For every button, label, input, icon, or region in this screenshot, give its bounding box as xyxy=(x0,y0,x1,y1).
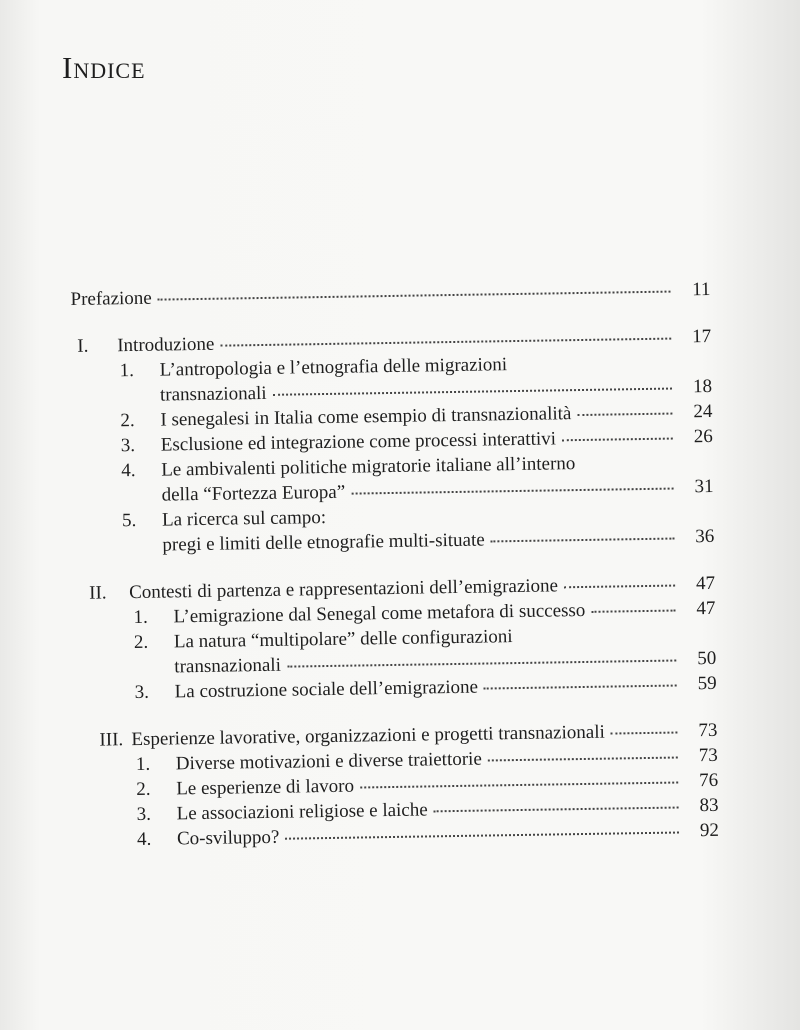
dot-leader xyxy=(564,584,675,589)
section-title: Co-sviluppo? xyxy=(176,826,280,850)
dot-leader xyxy=(484,684,677,690)
dot-leader xyxy=(562,437,673,442)
section-indent xyxy=(72,401,160,402)
section-number: 1. xyxy=(133,606,148,629)
section-number: 3. xyxy=(134,681,150,704)
dot-leader xyxy=(491,537,675,543)
toc-page-number: 76 xyxy=(699,769,719,792)
dot-leader xyxy=(285,831,679,840)
section-title-continued: della “Fortezza Europa” xyxy=(161,481,346,506)
toc-page-number: 47 xyxy=(696,597,716,620)
toc-page-number: 17 xyxy=(692,325,712,348)
section-title: L’antropologia e l’etnografia delle migrazioni xyxy=(159,354,508,381)
chapter-title: Contesti di partenza e rappresentazioni dell’emigrazione xyxy=(128,575,559,604)
chapter-number: III. xyxy=(99,729,124,751)
toc-page-number: 73 xyxy=(698,719,718,742)
section-title: Diverse motivazioni e diverse traiettorie xyxy=(175,748,482,775)
section-title-continued: pregi e limiti delle etnografie multi-situate xyxy=(162,529,485,556)
dot-leader xyxy=(287,659,676,668)
section-title: La natura “multipolare” delle configurazioni xyxy=(173,626,513,653)
section-title-continued: transnazionali xyxy=(174,654,282,678)
section-title: I senegalesi in Italia come esempio di transnazionalità xyxy=(160,403,572,431)
toc-page-number: 50 xyxy=(697,647,717,670)
page-title: Indice xyxy=(62,50,146,85)
section-number: 1. xyxy=(119,360,135,382)
dot-leader xyxy=(360,781,678,789)
toc-page-number: 73 xyxy=(698,744,718,767)
toc-page-number: 31 xyxy=(694,475,714,498)
section-number: 2. xyxy=(136,778,151,801)
dot-leader xyxy=(577,412,672,416)
chapter-number: I. xyxy=(77,335,89,357)
toc-page-number: 26 xyxy=(693,425,713,448)
dot-leader xyxy=(434,806,679,813)
toc-entry-label: Prefazione xyxy=(70,287,152,310)
section-number: 2. xyxy=(120,410,135,432)
toc-page-number: 24 xyxy=(693,400,713,423)
dot-leader xyxy=(488,756,678,762)
dot-leader xyxy=(611,731,678,735)
section-number: 3. xyxy=(136,803,152,826)
section-indent xyxy=(75,551,163,552)
section-number: 4. xyxy=(136,828,152,851)
chapter-number: II. xyxy=(88,582,107,604)
chapter-title: Introduzione xyxy=(117,333,215,357)
section-number: 5. xyxy=(121,509,137,532)
dot-leader xyxy=(158,290,671,301)
section-indent xyxy=(76,672,174,674)
section-title: Esclusione ed integrazione come processi interattivi xyxy=(160,428,557,456)
dot-leader xyxy=(591,609,675,613)
toc-page-number: 36 xyxy=(695,525,715,548)
toc-page-number: 11 xyxy=(692,278,711,301)
section-title-continued: transnazionali xyxy=(159,382,267,406)
section-number: 4. xyxy=(121,459,136,482)
dot-leader xyxy=(273,387,672,396)
section-number: 2. xyxy=(133,631,149,654)
section-title: La costruzione sociale dell’emigrazione xyxy=(174,676,479,703)
section-title: Le ambivalenti politiche migratorie italiane all’interno xyxy=(161,453,576,481)
toc-page-number: 47 xyxy=(695,572,716,595)
section-indent xyxy=(74,501,162,502)
section-number: 3. xyxy=(120,435,136,457)
toc-page-number: 92 xyxy=(699,819,720,842)
section-title: Le associazioni religiose e laiche xyxy=(176,799,428,825)
section-title: Le esperienze di lavoro xyxy=(176,775,355,800)
toc-page-number: 59 xyxy=(697,672,717,695)
chapter-title: Esperienze lavorative, organizzazioni e progetti transnazionali xyxy=(131,721,605,751)
table-of-contents xyxy=(70,255,719,853)
dot-leader xyxy=(220,337,671,347)
dot-leader xyxy=(351,487,673,495)
toc-page-number: 18 xyxy=(692,375,713,398)
section-number: 1. xyxy=(135,753,151,776)
section-title: La ricerca sul campo: xyxy=(161,507,327,531)
toc-page-number: 83 xyxy=(699,794,719,817)
section-title: L’emigrazione dal Senegal come metafora di successo xyxy=(173,599,586,628)
